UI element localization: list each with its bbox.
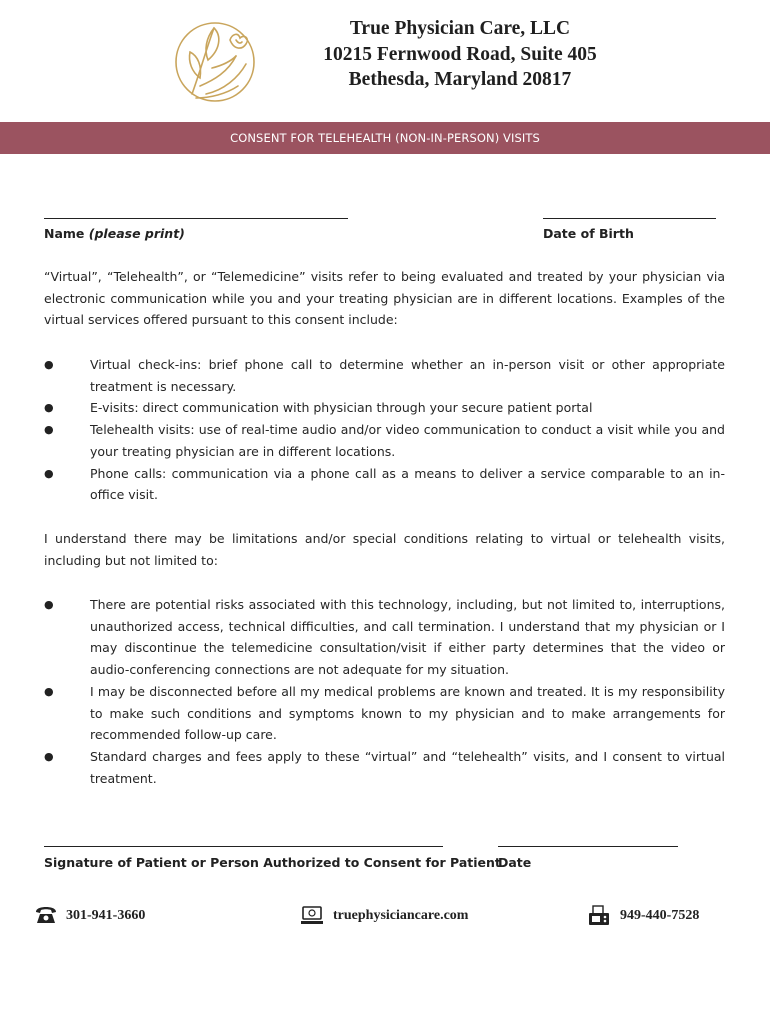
list-item-text: Telehealth visits: use of real-time audio and/or video communication to conduct a visit while you and your treating physician are in different locations. <box>90 422 725 459</box>
telephone-icon <box>34 905 58 925</box>
company-name: True Physician Care, LLC <box>349 18 571 39</box>
limitations-paragraph: I understand there may be limitations and/or special conditions relating to virtual or telehealth visits, including but not limited to: <box>44 531 725 568</box>
intro-paragraph: “Virtual”, “Telehealth”, or “Telemedicine” visits refer to being evaluated and treated by your physician via electronic communication while you and your treating physician are in different locations. Examples of the virtual services offered pursuant to this consent include: <box>44 269 725 328</box>
bullet-icon: ● <box>44 401 54 415</box>
list-item-text: I may be disconnected before all my medical problems are known and treated. It is my responsibility to make such conditions and symptoms known to my physician and to make arrangements for recommended follow-up care. <box>90 683 725 743</box>
footer-fax[interactable]: 949-440-7528 <box>620 908 700 923</box>
list-item <box>44 463 725 506</box>
list-item <box>44 354 725 397</box>
bullet-icon: ● <box>44 749 54 763</box>
list-item <box>44 746 725 789</box>
company-address-line2: Bethesda, Maryland 20817 <box>348 69 572 90</box>
date-label: Date <box>498 855 532 870</box>
virtual-services-list <box>44 354 725 506</box>
dob-signature-line[interactable] <box>543 218 716 219</box>
name-label-text: Name <box>44 226 85 241</box>
form-title-banner: CONSENT FOR TELEHEALTH (NON-IN-PERSON) VISITS <box>0 122 770 154</box>
bullet-icon: ● <box>44 598 54 611</box>
signature-date-line[interactable] <box>498 846 678 847</box>
name-hint: (please print) <box>88 226 185 241</box>
footer-phone[interactable]: 301-941-3660 <box>66 908 146 923</box>
name-label <box>44 226 185 241</box>
list-item-text: There are potential risks associated with this technology, including, but not limited to, interruptions, unauthorized access, technical difficulties, and call termination. I understand that my physician or I may discontinue the telemedicine consultation/visit if either party determines that the video or audio-conferencing connections are not adequate for my situation. <box>90 597 725 678</box>
list-item-text: Virtual check-ins: brief phone call to determine whether an in-person visit or other appropriate treatment is necessary. <box>90 357 725 394</box>
company-logo <box>170 16 270 108</box>
fax-icon <box>587 905 611 927</box>
limitations-list <box>44 594 725 789</box>
footer-website[interactable]: truephysiciancare.com <box>333 908 469 923</box>
patient-signature-line[interactable] <box>44 846 443 847</box>
list-item-text: E-visits: direct communication with physician through your secure patient portal <box>90 400 593 416</box>
bullet-icon: ● <box>44 466 54 480</box>
list-item-text: Phone calls: communication via a phone call as a means to deliver a service comparable to an in-office visit. <box>90 465 725 503</box>
name-signature-line[interactable] <box>44 218 348 219</box>
bullet-icon: ● <box>44 423 54 437</box>
list-item <box>44 397 725 419</box>
bullet-icon: ● <box>44 684 54 698</box>
list-item <box>44 419 725 462</box>
signature-label: Signature of Patient or Person Authorized to Consent for Patient <box>44 855 501 870</box>
computer-icon <box>300 905 324 925</box>
list-item <box>44 594 725 681</box>
dob-label: Date of Birth <box>543 226 634 241</box>
company-address-line1: 10215 Fernwood Road, Suite 405 <box>323 44 597 65</box>
list-item <box>44 681 725 746</box>
bullet-icon: ● <box>44 358 54 371</box>
list-item-text: Standard charges and fees apply to these “virtual” and “telehealth” visits, and I consent to virtual treatment. <box>90 748 725 786</box>
